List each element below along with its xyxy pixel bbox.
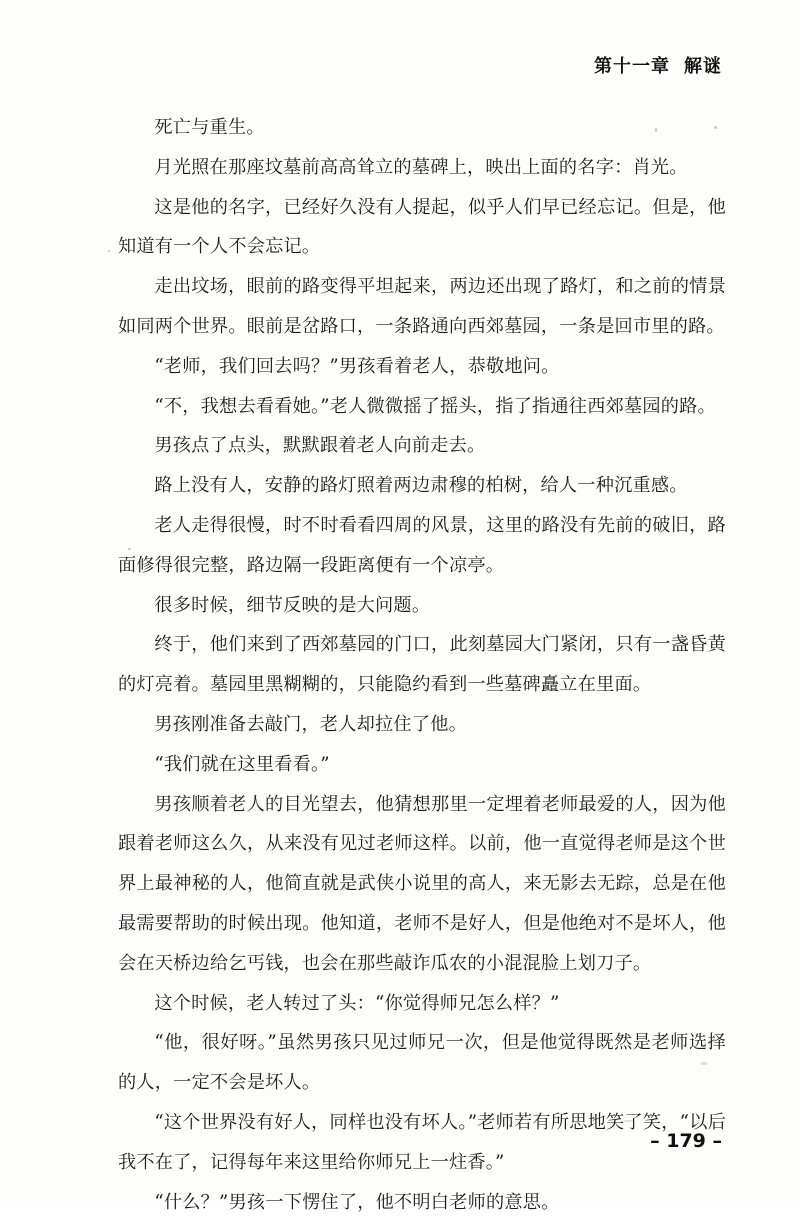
scan-speck	[622, 1120, 634, 1122]
paragraph: 老人走得很慢，时不时看看四周的风景，这里的路没有先前的破旧，路面修得很完整，路边隔一段距离便有一个凉亭。	[118, 514, 726, 576]
paragraph: 这是他的名字，已经好久没有人提起，似乎人们早已经忘记。但是，他知道有一个人不会忘记。	[118, 196, 726, 258]
paragraph: “老师，我们回去吗？”男孩看着老人，恭敬地问。	[154, 355, 560, 377]
scan-speck	[655, 128, 657, 132]
body-text	[118, 108, 726, 1222]
paragraph: 男孩顺着老人的目光望去，他猜想那里一定埋着老师最爱的人，因为他跟着老师这么久，从来没有见过老师这样。以前，他一直觉得老师是这个世界上最神秘的人，他简直就是武侠小说里的高人，来无影去无踪，总是在他最需要帮助的时候出现。他知道，老师不是好人，但是他绝对不是坏人，他会在天桥边给乞丐钱，也会在那些敲诈瓜农的小混混脸上划刀子。	[118, 793, 726, 974]
paragraph: “不，我想去看看她。”老人微微摇了摇头，指了指通往西郊墓园的路。	[154, 395, 716, 417]
paragraph: “我们就在这里看看。”	[154, 753, 330, 775]
scan-speck	[700, 1062, 708, 1065]
paragraph: 男孩刚准备去敲门，老人却拉住了他。	[154, 713, 467, 735]
paragraph: 终于，他们来到了西郊墓园的门口，此刻墓园大门紧闭，只有一盏昏黄的灯亮着。墓园里黑糊糊的，只能隐约看到一些墓碑矗立在里面。	[118, 634, 726, 696]
page-number: – 179 –	[650, 1130, 722, 1152]
scan-speck	[714, 126, 717, 129]
paragraph: “这个世界没有好人，同样也没有坏人。”老师若有所思地笑了笑，“以后我不在了，记得每年来这里给你师兄上一炷香。”	[118, 1111, 726, 1173]
paragraph: 男孩点了点头，默默跟着老人向前走去。	[154, 435, 486, 457]
paragraph: 这个时候，老人转过了头：“你觉得师兄怎么样？”	[154, 992, 560, 1014]
scan-speck	[128, 548, 131, 550]
paragraph: “他，很好呀。”虽然男孩只见过师兄一次，但是他觉得既然是老师选择的人，一定不会是坏人。	[118, 1032, 726, 1094]
running-header	[594, 52, 722, 78]
chapter-number: 第十一章	[594, 56, 670, 77]
scan-speck	[108, 250, 110, 252]
paragraph: 路上没有人，安静的路灯照着两边肃穆的柏树，给人一种沉重感。	[154, 475, 688, 497]
paragraph: 走出坟场，眼前的路变得平坦起来，两边还出现了路灯，和之前的情景如同两个世界。眼前是岔路口，一条路通向西郊墓园，一条是回市里的路。	[118, 276, 726, 337]
paragraph: 死亡与重生。	[154, 117, 265, 138]
paragraph: 月光照在那座坟墓前高高耸立的墓碑上，映出上面的名字：肖光。	[154, 156, 688, 178]
chapter-title: 解谜	[684, 56, 722, 77]
paragraph: “什么？”男孩一下愣住了，他不明白老师的意思。	[154, 1191, 560, 1213]
paragraph: 很多时候，细节反映的是大问题。	[154, 594, 431, 616]
